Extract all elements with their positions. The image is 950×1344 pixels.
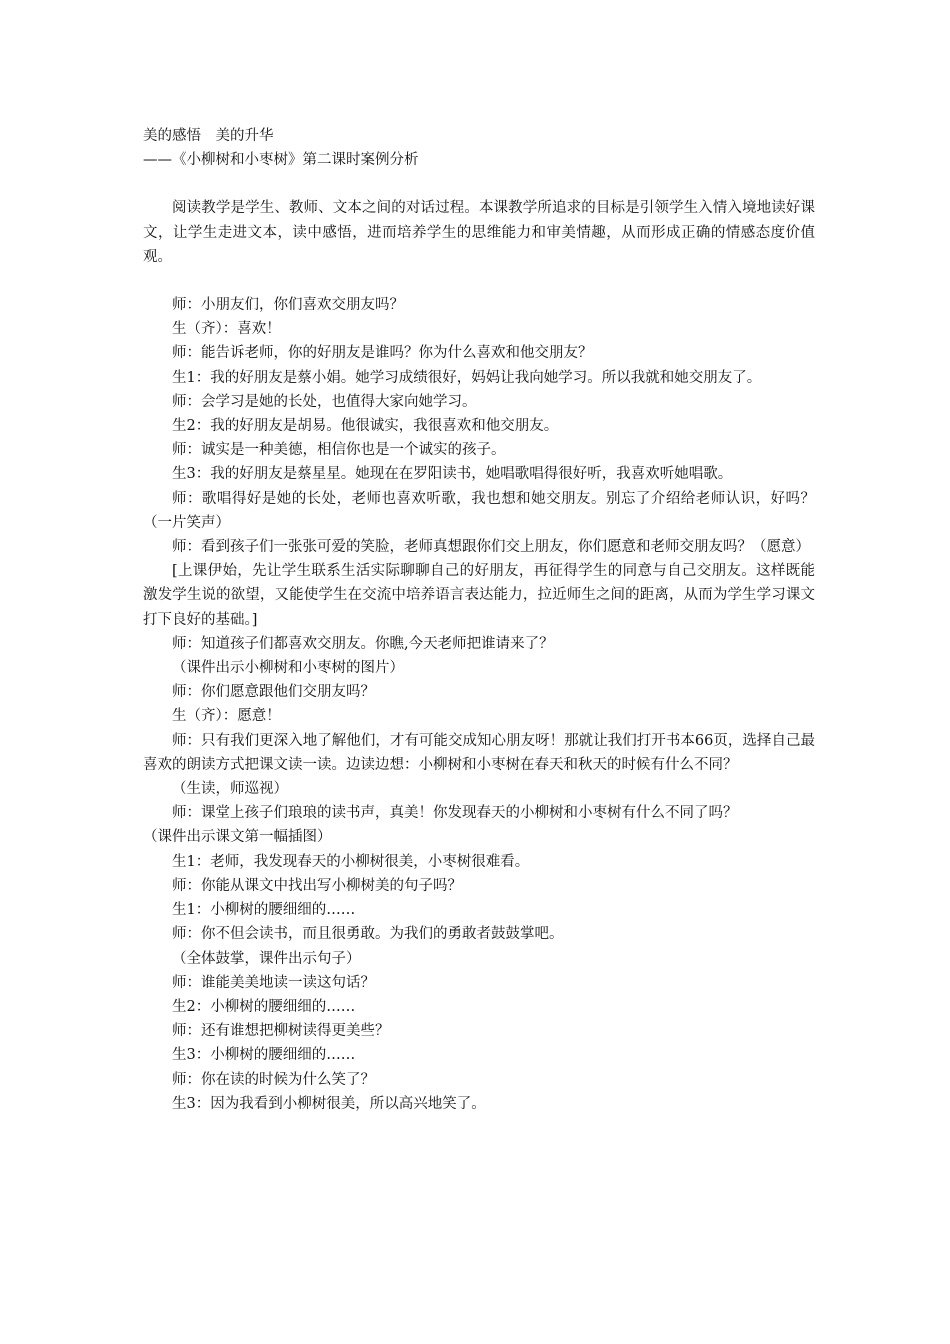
dialogue-line: 师：谁能美美地读一读这句话？ (172, 974, 375, 991)
stage-direction: （全体鼓掌，课件出示句子） (172, 950, 361, 967)
dialogue-line: 生3：小柳树的腰细细的…… (172, 1047, 356, 1064)
dialogue-line: 师：只有我们更深入地了解他们，才有可能交成知心朋友呀！那就让我们打开书本66页，选择自己最喜欢的朗读方式把课文读一读。边读边想：小柳树和小枣树在春天和秋天的时候有什么不同？ (143, 732, 815, 773)
dialogue-line: 生3：因为我看到小柳树很美，所以高兴地笑了。 (172, 1095, 486, 1112)
dialogue-line: 生1：老师，我发现春天的小柳树很美，小枣树很难看。 (172, 853, 530, 870)
dialogue-line: 生（齐）：喜欢！ (172, 321, 281, 338)
dialogue-line: 师：你们愿意跟他们交朋友吗？ (172, 684, 375, 701)
dialogue-line: 生2：小柳树的腰细细的…… (172, 998, 356, 1015)
stage-direction: （课件出示小柳树和小枣树的图片） (172, 660, 404, 677)
dialogue-line: 师：你不但会读书，而且很勇敢。为我们的勇敢者鼓鼓掌吧。 (172, 926, 564, 943)
dialogue-line: 师：能告诉老师，你的好朋友是谁吗？你为什么喜欢和他交朋友？ (172, 345, 593, 362)
dialogue-line: 生3：我的好朋友是蔡星星。她现在在罗阳读书，她唱歌唱得很好听，我喜欢听她唱歌。 (172, 466, 733, 483)
dialogue-line: 师：看到孩子们一张张可爱的笑脸，老师真想跟你们交上朋友，你们愿意和老师交朋友吗？（愿意） (172, 539, 810, 556)
dialogue-line: 生（齐）：愿意！ (172, 708, 281, 725)
dialogue-line: 生1：我的好朋友是蔡小娟。她学习成绩很好，妈妈让我向她学习。所以我就和她交朋友了。 (172, 369, 762, 386)
dialogue-line: 生1：小柳树的腰细细的…… (172, 902, 356, 919)
dialogue-line: 生2：我的好朋友是胡易。他很诚实，我很喜欢和他交朋友。 (172, 418, 559, 435)
document-subtitle: ——《小柳树和小枣树》第二课时案例分析 (143, 152, 419, 169)
intro-paragraph: 阅读教学是学生、教师、文本之间的对话过程。本课教学所追求的目标是引领学生入情入境地读好课文，让学生走进文本，读中感悟，进而培养学生的思维能力和审美情趣，从而形成正确的情感态度价值观。 (143, 200, 815, 265)
dialogue-line: 师：还有谁想把柳树读得更美些？ (172, 1023, 390, 1040)
stage-direction: （课件出示课文第一幅插图） (143, 829, 332, 846)
document-body (143, 124, 815, 1116)
dialogue-line: 师：课堂上孩子们琅琅的读书声，真美！你发现春天的小柳树和小枣树有什么不同了吗？ (172, 805, 738, 822)
dialogue-line: 师：歌唱得好是她的长处，老师也喜欢听歌，我也想和她交朋友。别忘了介绍给老师认识，好吗？（一片笑声） (143, 490, 815, 531)
commentary-paragraph: [上课伊始，先让学生联系生活实际聊聊自己的好朋友，再征得学生的同意与自己交朋友。这样既能激发学生说的欲望，又能使学生在交流中培养语言表达能力，拉近师生之间的距离，从而为学生学习课文打下良好的基础。] (143, 563, 815, 628)
stage-direction: （生读，师巡视） (172, 781, 288, 798)
document-title: 美的感悟 美的升华 (143, 128, 274, 144)
dialogue-line: 师：你在读的时候为什么笑了？ (172, 1071, 375, 1088)
dialogue-line: 师：小朋友们，你们喜欢交朋友吗？ (172, 297, 404, 314)
dialogue-line: 师：会学习是她的长处，也值得大家向她学习。 (172, 393, 477, 410)
dialogue-line: 师：知道孩子们都喜欢交朋友。你瞧,今天老师把谁请来了？ (172, 635, 554, 652)
dialogue-line: 师：你能从课文中找出写小柳树美的句子吗？ (172, 877, 462, 894)
dialogue-line: 师：诚实是一种美德，相信你也是一个诚实的孩子。 (172, 442, 506, 459)
